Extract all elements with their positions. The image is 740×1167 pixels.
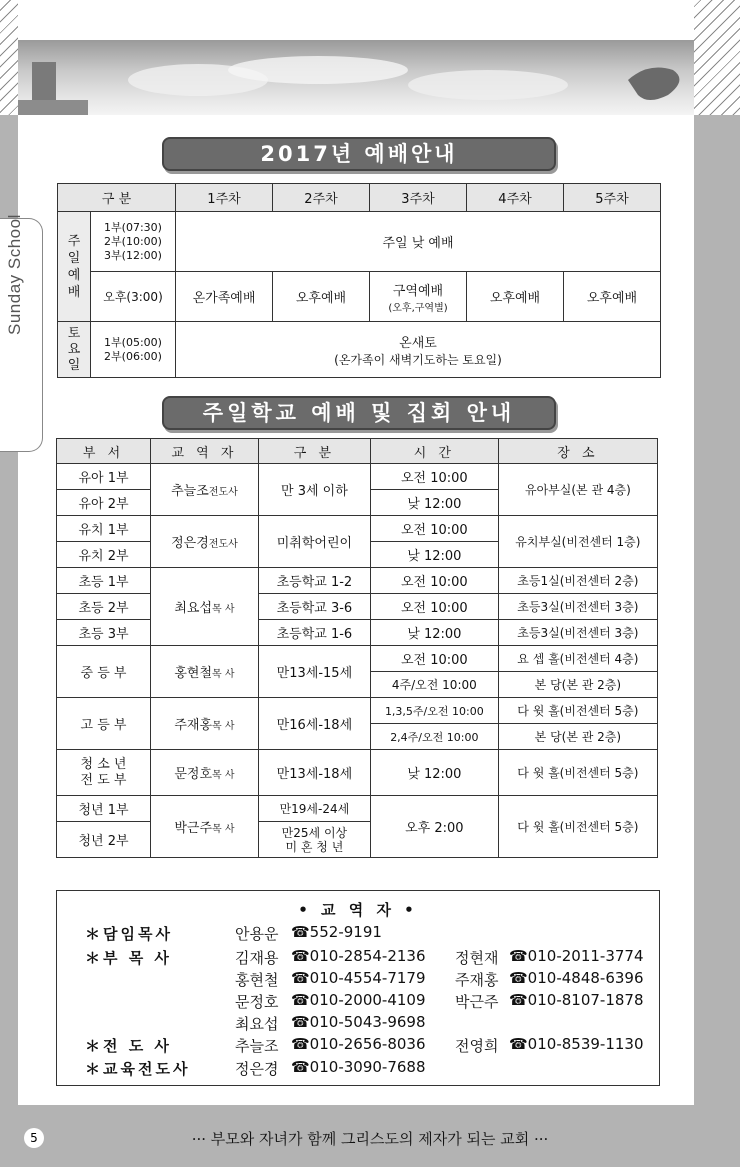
saturday-times: 1부(05:00) 2부(06:00) (91, 322, 176, 378)
staff-cell: 주재홍목 사 (151, 698, 259, 750)
header-week4: 4주차 (467, 184, 564, 212)
header-department: 부 서 (57, 439, 151, 464)
table-row: 유치 1부 정은경전도사 미취학어린이 오전 10:00 유치부실(비전센터 1층) (57, 516, 658, 542)
header-staff: 교 역 자 (151, 439, 259, 464)
header-banner (18, 40, 694, 115)
header-category: 구 분 (58, 184, 176, 212)
section2-title: 주일학교 예배 및 집회 안내 (162, 396, 556, 430)
staff-cell: 홍현철목 사 (151, 646, 259, 698)
table-row: 유아 1부 추늘조전도사 만 3세 이하 오전 10:00 유아부실(본 관 4층) (57, 464, 658, 490)
header-week2: 2주차 (273, 184, 370, 212)
sunday-school-table (56, 438, 658, 858)
table-row: 청 소 년 전 도 부 문정호목 사 만13세-18세 낮 12:00 다 윗 홀(비전센터 5층) (57, 750, 658, 796)
saturday-service: 온새토 (온가족이 새벽기도하는 토요일) (176, 322, 661, 378)
sunday-morning-times: 1부(07:30) 2부(10:00) 3부(12:00) (91, 212, 176, 272)
staff-contacts-box: • 교 역 자 • ＊담임목사 안용운 ☎552-9191 ＊부 목 사 김재용 ☎010-2854-2136 정현재 ☎010-2011-3774 홍현철 ☎010-4554-7179 주재홍 ☎010-4848-6396 문정호 ☎010-2000-4109 박근주 ☎010-8107-1878 최요섭 ☎010-5043-9698 ＊전 도 사 추늘조 ☎010-2656-8036 전영희 ☎010-8539-1130 ＊교육전도사 정은경 ☎010-3090-7688 (56, 890, 660, 1086)
table-row: 중 등 부 홍현철목 사 만13세-15세 오전 10:00 요 셉 홀(비전센터 4층) (57, 646, 658, 672)
worship-schedule-table (57, 183, 661, 378)
table-row: 4주/오전 10:00 본 당(본 관 2층) (57, 672, 658, 698)
header-group: 구 분 (258, 439, 370, 464)
table-row: 고 등 부 주재홍목 사 만16세-18세 1,3,5주/오전 10:00 다 윗 홀(비전센터 5층) (57, 698, 658, 724)
banner-illustration (18, 40, 694, 115)
header-week3: 3주차 (370, 184, 467, 212)
table-row: 유치 2부 낮 12:00 (57, 542, 658, 568)
header-time: 시 간 (370, 439, 498, 464)
page-number: 5 (24, 1128, 44, 1148)
header-week5: 5주차 (564, 184, 661, 212)
contacts-title: • 교 역 자 • (298, 901, 418, 919)
table-row: 청년 1부 박근주목 사 만19세-24세 오후 2:00 다 윗 홀(비전센터 5층) (57, 796, 658, 822)
footer-motto: ··· 부모와 자녀가 함께 그리스도의 제자가 되는 교회 ··· (191, 1130, 549, 1148)
saturday-label: 토요일 (58, 322, 91, 378)
staff-cell: 추늘조전도사 (151, 464, 259, 516)
week3-pm-service: 구역예배 (오후,구역별) (370, 272, 467, 322)
staff-cell: 최요섭목 사 (151, 568, 259, 646)
week1-pm-service: 온가족예배 (176, 272, 273, 322)
week4-pm-service: 오후예배 (467, 272, 564, 322)
table-row: 초등 3부 초등학교 1-6 낮 12:00 초등3실(비전센터 3층) (57, 620, 658, 646)
table-row: 2,4주/오전 10:00 본 당(본 관 2층) (57, 724, 658, 750)
table-row: 초등 1부 최요섭목 사 초등학교 1-2 오전 10:00 초등1실(비전센터 2층) (57, 568, 658, 594)
table-row: 청년 2부 만25세 이상 미 혼 청 년 (57, 822, 658, 858)
week5-pm-service: 오후예배 (564, 272, 661, 322)
table-row: 초등 2부 초등학교 3-6 오전 10:00 초등3실(비전센터 3층) (57, 594, 658, 620)
staff-cell: 문정호목 사 (151, 750, 259, 796)
sunday-pm-time: 오후(3:00) (91, 272, 176, 322)
staff-cell: 박근주목 사 (151, 796, 259, 858)
header-week1: 1주차 (176, 184, 273, 212)
week2-pm-service: 오후예배 (273, 272, 370, 322)
table-row: 유아 2부 낮 12:00 (57, 490, 658, 516)
sunday-morning-service: 주일 낮 예배 (176, 212, 661, 272)
header-place: 장 소 (498, 439, 657, 464)
staff-cell: 정은경전도사 (151, 516, 259, 568)
section1-title: 2017년 예배안내 (162, 137, 556, 171)
sunday-label: 주일예배 (58, 212, 91, 322)
